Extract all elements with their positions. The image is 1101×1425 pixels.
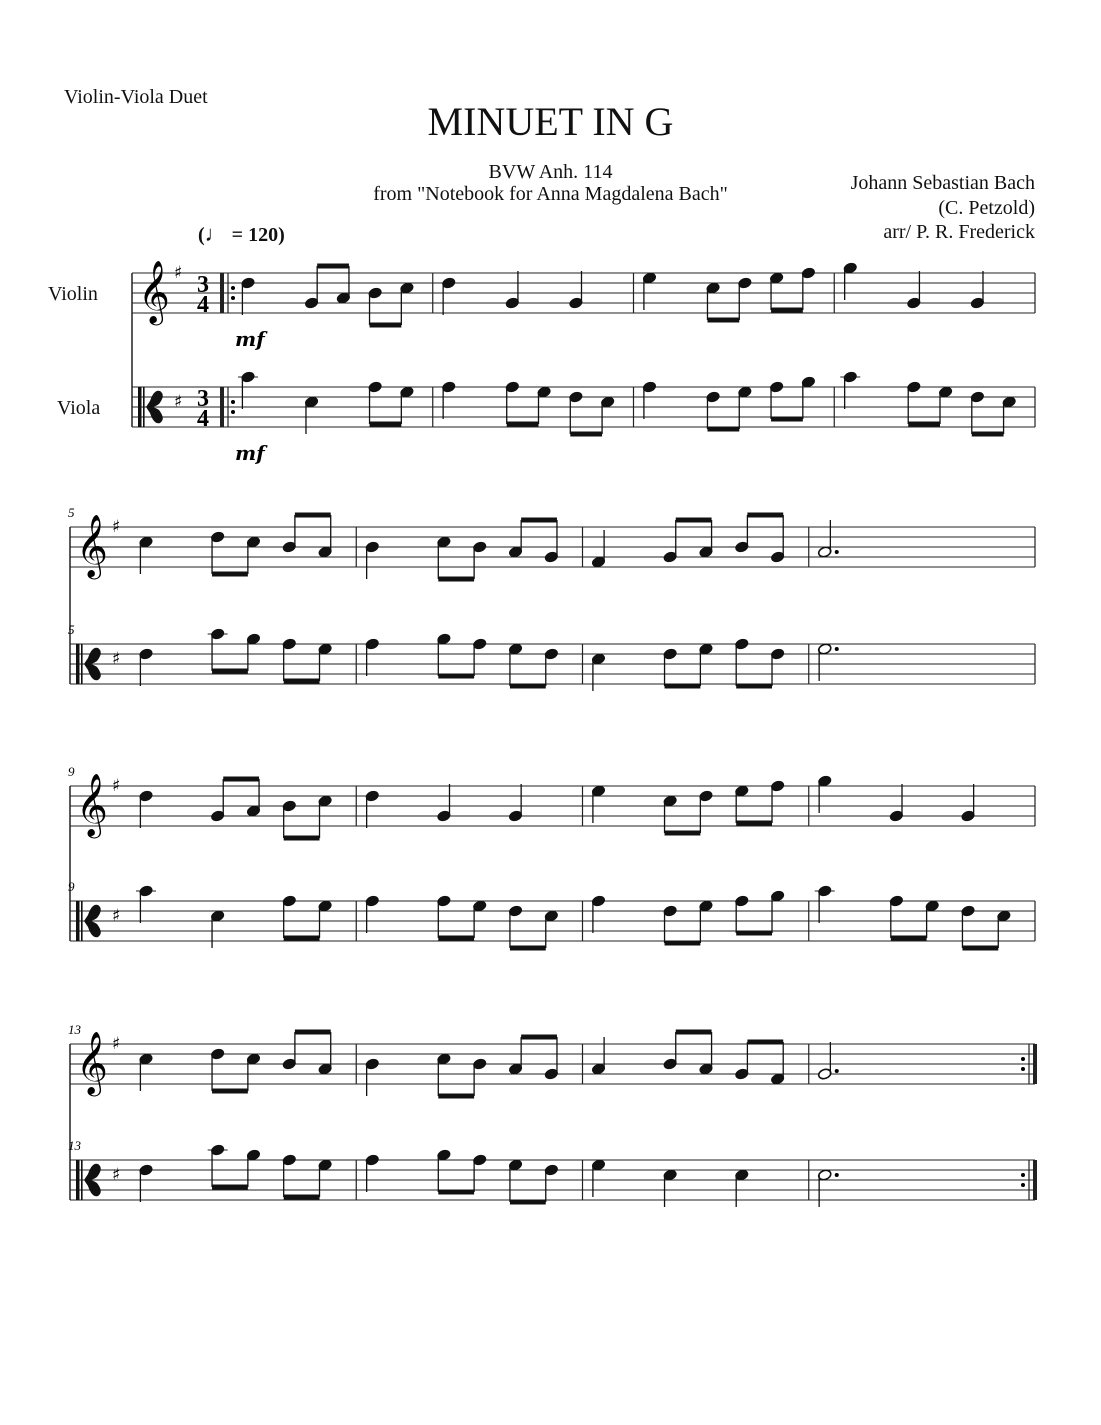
tempo-value: = 120)	[226, 224, 285, 246]
treble-clef-icon: 𝄞	[138, 260, 170, 323]
quarter-note-icon: ♩	[204, 221, 227, 246]
repeat-dot	[1021, 1067, 1025, 1071]
dynamic-mf-viola: mf	[235, 441, 265, 465]
sharp-icon: ♯	[112, 1165, 121, 1185]
piece-title: MINUET IN G	[427, 99, 674, 144]
time-signature-bottom: 4	[197, 292, 209, 318]
augmentation-dot	[835, 1069, 839, 1073]
time-signature-top: 3	[197, 386, 209, 412]
repeat-dot	[1021, 1173, 1025, 1177]
catalog-number: BVW Anh. 114	[488, 161, 613, 183]
augmentation-dot	[835, 1173, 839, 1177]
repeat-dot	[231, 410, 235, 414]
sharp-icon: ♯	[174, 392, 183, 412]
augmentation-dot	[835, 647, 839, 651]
treble-clef-icon: 𝄞	[76, 773, 108, 836]
measure-number: 9	[68, 879, 75, 894]
time-signature-bottom: 4	[197, 406, 209, 432]
ensemble-label: Violin-Viola Duet	[64, 86, 208, 108]
arranger: arr/ P. R. Frederick	[883, 221, 1035, 243]
sharp-icon: ♯	[112, 517, 121, 537]
composer: Johann Sebastian Bach	[850, 172, 1035, 194]
sharp-icon: ♯	[112, 776, 121, 796]
treble-clef-icon: 𝄞	[76, 514, 108, 577]
treble-clef-icon: 𝄞	[76, 1031, 108, 1094]
measure-number: 13	[68, 1138, 81, 1153]
violin-instrument-label: Violin	[48, 283, 98, 305]
viola-instrument-label: Viola	[57, 397, 101, 419]
sharp-icon: ♯	[112, 1034, 121, 1054]
repeat-dot	[1021, 1183, 1025, 1187]
attribution: (C. Petzold)	[938, 197, 1035, 219]
repeat-dot	[1021, 1057, 1025, 1061]
sharp-icon: ♯	[112, 649, 121, 669]
dynamic-mf-violin: mf	[235, 327, 265, 351]
repeat-dot	[231, 400, 235, 404]
time-signature-top: 3	[197, 272, 209, 298]
tempo-open: (	[198, 224, 205, 246]
source-note: from "Notebook for Anna Magdalena Bach"	[373, 183, 728, 205]
repeat-dot	[231, 286, 235, 290]
sharp-icon: ♯	[174, 263, 183, 283]
repeat-dot	[231, 296, 235, 300]
sharp-icon: ♯	[112, 906, 121, 926]
augmentation-dot	[835, 550, 839, 554]
measure-number: 5	[68, 622, 75, 637]
measure-number: 9	[68, 764, 75, 779]
measure-number: 5	[68, 505, 75, 520]
measure-number: 13	[68, 1022, 81, 1037]
